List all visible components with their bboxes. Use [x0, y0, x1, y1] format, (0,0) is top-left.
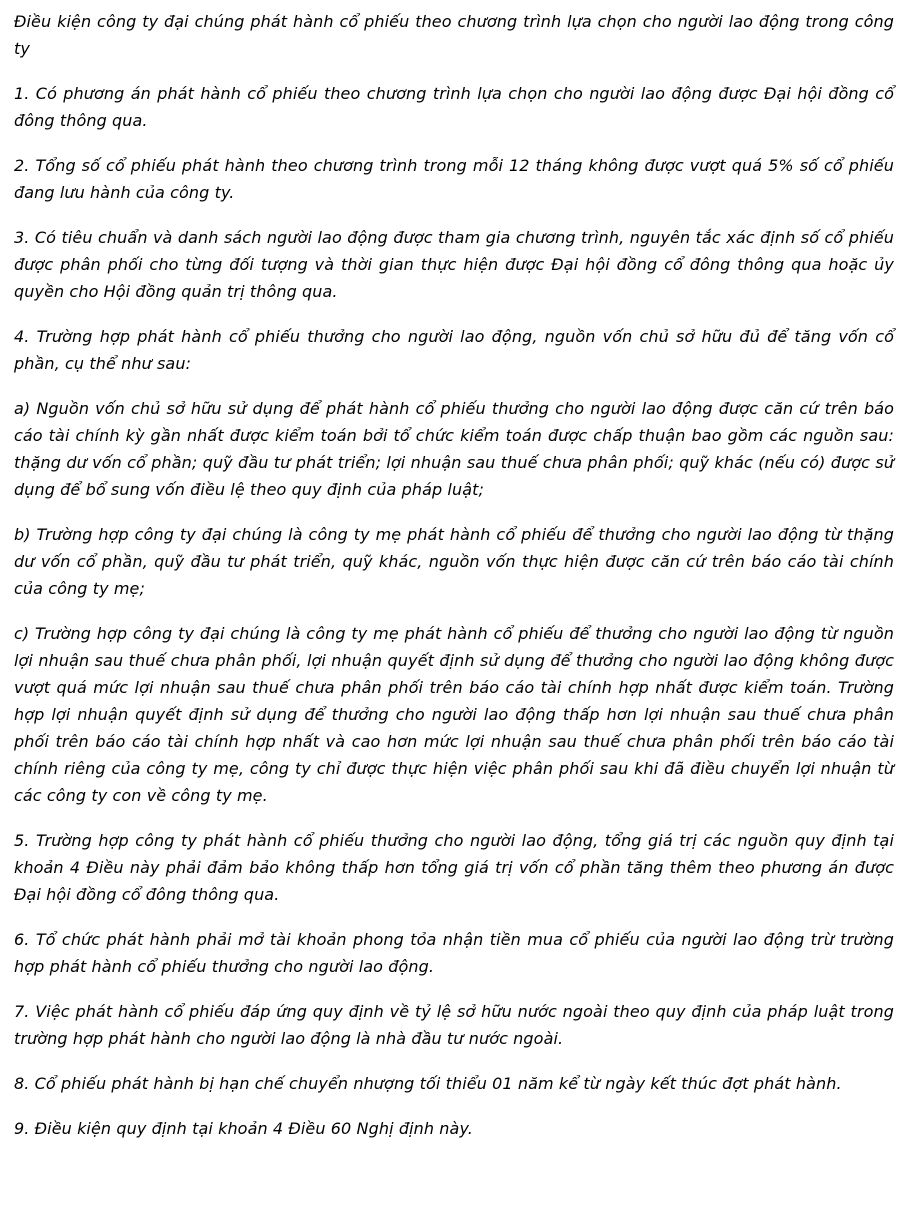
clause-6: 6. Tổ chức phát hành phải mở tài khoản phong tỏa nhận tiền mua cổ phiếu của người lao động trừ trường hợp phát hành cổ phiếu thưởng cho người lao động. — [14, 930, 894, 976]
clause-4a: a) Nguồn vốn chủ sở hữu sử dụng để phát hành cổ phiếu thưởng cho người lao động được căn cứ trên báo cáo tài chính kỳ gần nhất được kiểm toán bởi tổ chức kiểm toán được chấp thuận bao gồm các nguồn sau: thặng dư vốn cổ phần; quỹ đầu tư phát triển; lợi nhuận sau thuế chưa phân phối; quỹ khác (nếu có) được sử dụng để bổ sung vốn điều lệ theo quy định của pháp luật; — [14, 399, 894, 499]
clause-4b: b) Trường hợp công ty đại chúng là công ty mẹ phát hành cổ phiếu để thưởng cho người lao động từ thặng dư vốn cổ phần, quỹ đầu tư phát triển, quỹ khác, nguồn vốn thực hiện được căn cứ trên báo cáo tài chính của công ty mẹ; — [14, 525, 894, 598]
clause-3: 3. Có tiêu chuẩn và danh sách người lao động được tham gia chương trình, nguyên tắc xác định số cổ phiếu được phân phối cho từng đối tượng và thời gian thực hiện được Đại hội đồng cổ đông thông qua hoặc ủy quyền cho Hội đồng quản trị thông qua. — [14, 228, 894, 301]
clause-8: 8. Cổ phiếu phát hành bị hạn chế chuyển nhượng tối thiểu 01 năm kể từ ngày kết thúc đợt phát hành. — [14, 1074, 842, 1093]
document-heading: Điều kiện công ty đại chúng phát hành cổ phiếu theo chương trình lựa chọn cho người lao động trong công ty — [14, 12, 894, 58]
clause-5: 5. Trường hợp công ty phát hành cổ phiếu thưởng cho người lao động, tổng giá trị các nguồn quy định tại khoản 4 Điều này phải đảm bảo không thấp hơn tổng giá trị vốn cổ phần tăng thêm theo phương án được Đại hội đồng cổ đông thông qua. — [14, 831, 894, 904]
clause-4c: c) Trường hợp công ty đại chúng là công ty mẹ phát hành cổ phiếu để thưởng cho người lao động từ nguồn lợi nhuận sau thuế chưa phân phối, lợi nhuận quyết định sử dụng để thưởng cho người lao động không được vượt quá mức lợi nhuận sau thuế chưa phân phối trên báo cáo tài chính hợp nhất được kiểm toán. Trường hợp lợi nhuận quyết định sử dụng để thưởng cho người lao động thấp hơn lợi nhuận sau thuế chưa phân phối trên báo cáo tài chính hợp nhất và cao hơn mức lợi nhuận sau thuế chưa phân phối trên báo cáo tài chính riêng của công ty mẹ, công ty chỉ được thực hiện việc phân phối sau khi đã điều chuyển lợi nhuận từ các công ty con về công ty mẹ. — [14, 624, 894, 805]
clause-7: 7. Việc phát hành cổ phiếu đáp ứng quy định về tỷ lệ sở hữu nước ngoài theo quy định của pháp luật trong trường hợp phát hành cho người lao động là nhà đầu tư nước ngoài. — [14, 1002, 894, 1048]
clause-9: 9. Điều kiện quy định tại khoản 4 Điều 60 Nghị định này. — [14, 1119, 473, 1138]
clause-2: 2. Tổng số cổ phiếu phát hành theo chương trình trong mỗi 12 tháng không được vượt quá 5% số cổ phiếu đang lưu hành của công ty. — [14, 156, 894, 202]
clause-1: 1. Có phương án phát hành cổ phiếu theo chương trình lựa chọn cho người lao động được Đại hội đồng cổ đông thông qua. — [14, 84, 894, 130]
clause-4: 4. Trường hợp phát hành cổ phiếu thưởng cho người lao động, nguồn vốn chủ sở hữu đủ để tăng vốn cổ phần, cụ thể như sau: — [14, 327, 894, 373]
